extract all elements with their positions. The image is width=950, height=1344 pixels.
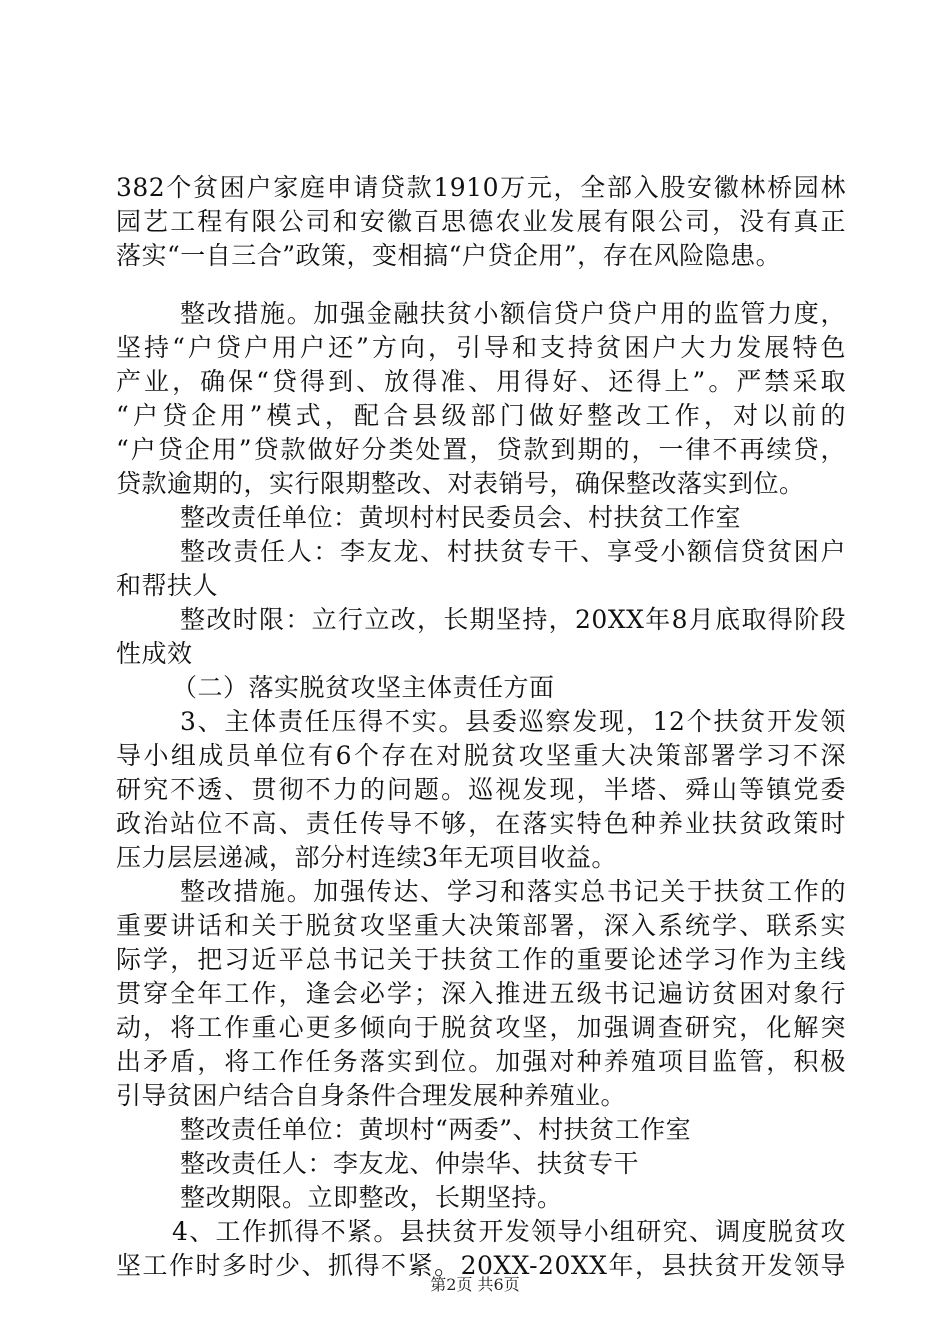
text-line: 整改期限。立即整改，长期坚持。 — [180, 1183, 563, 1212]
text-line: 落实“一自三合”政策，变相搞“户贷企用”，存在风险隐患。 — [116, 241, 782, 270]
text-line: 贯穿全年工作，逢会必学；深入推进五级书记遍访贫困对象行 — [116, 979, 846, 1008]
section-heading: （二）落实脱贫攻坚主体责任方面 — [172, 673, 555, 702]
text-line: 导小组成员单位有6个存在对脱贫攻坚重大决策部署学习不深 — [116, 741, 846, 770]
text-line: 重要讲话和关于脱贫攻坚重大决策部署，深入系统学、联系实 — [116, 911, 846, 940]
text-line: 整改责任单位：黄坝村“两委”、村扶贫工作室 — [180, 1115, 692, 1144]
text-line: 压力层层递减，部分村连续3年无项目收益。 — [116, 843, 617, 872]
text-line: 引导贫困户结合自身条件合理发展种养殖业。 — [116, 1081, 627, 1110]
text-line: 坚持“户贷户用户还”方向，引导和支持贫困户大力发展特色 — [116, 333, 846, 362]
text-line: 动，将工作重心更多倾向于脱贫攻坚，加强调查研究，化解突 — [116, 1013, 846, 1042]
text-line: 4、工作抓得不紧。县扶贫开发领导小组研究、调度脱贫攻 — [172, 1217, 846, 1246]
text-line: 382个贫困户家庭申请贷款1910万元，全部入股安徽林桥园林 — [116, 173, 846, 202]
text-line: “户贷企用”模式，配合县级部门做好整改工作，对以前的 — [116, 401, 846, 430]
text-line: 园艺工程有限公司和安徽百思德农业发展有限公司，没有真正 — [116, 207, 846, 236]
text-line: 整改责任人：李友龙、村扶贫专干、享受小额信贷贫困户 — [180, 537, 846, 566]
text-line: 3、主体责任压得不实。县委巡察发现，12个扶贫开发领 — [180, 707, 846, 736]
text-line: 和帮扶人 — [116, 571, 219, 600]
text-line: “户贷企用”贷款做好分类处置，贷款到期的，一律不再续贷， — [116, 435, 846, 464]
text-line: 际学，把习近平总书记关于扶贫工作的重要论述学习作为主线 — [116, 945, 846, 974]
text-line: 出矛盾，将工作任务落实到位。加强对种养殖项目监管，积极 — [116, 1047, 846, 1076]
text-line: 整改责任单位：黄坝村村民委员会、村扶贫工作室 — [180, 503, 742, 532]
text-line: 整改责任人：李友龙、仲崇华、扶贫专干 — [180, 1149, 640, 1178]
text-line: 贷款逾期的，实行限期整改、对表销号，确保整改落实到位。 — [116, 469, 805, 498]
text-line: 整改措施。加强传达、学习和落实总书记关于扶贫工作的 — [180, 877, 846, 906]
text-line: 研究不透、贯彻不力的问题。巡视发现，半塔、舜山等镇党委 — [116, 775, 846, 804]
text-line: 整改时限：立行立改，长期坚持，20XX年8月底取得阶段 — [180, 605, 846, 634]
text-line: 政治站位不高、责任传导不够，在落实特色种养业扶贫政策时 — [116, 809, 846, 838]
text-line: 整改措施。加强金融扶贫小额信贷户贷户用的监管力度， — [180, 299, 846, 328]
text-line: 性成效 — [116, 639, 193, 668]
page-number-footer: 第2页 共6页 — [430, 1275, 520, 1294]
text-line: 坚工作时多时少、抓得不紧。20XX-20XX年，县扶贫开发领导 — [116, 1251, 846, 1280]
text-line: 产业，确保“贷得到、放得准、用得好、还得上”。严禁采取 — [116, 367, 846, 396]
